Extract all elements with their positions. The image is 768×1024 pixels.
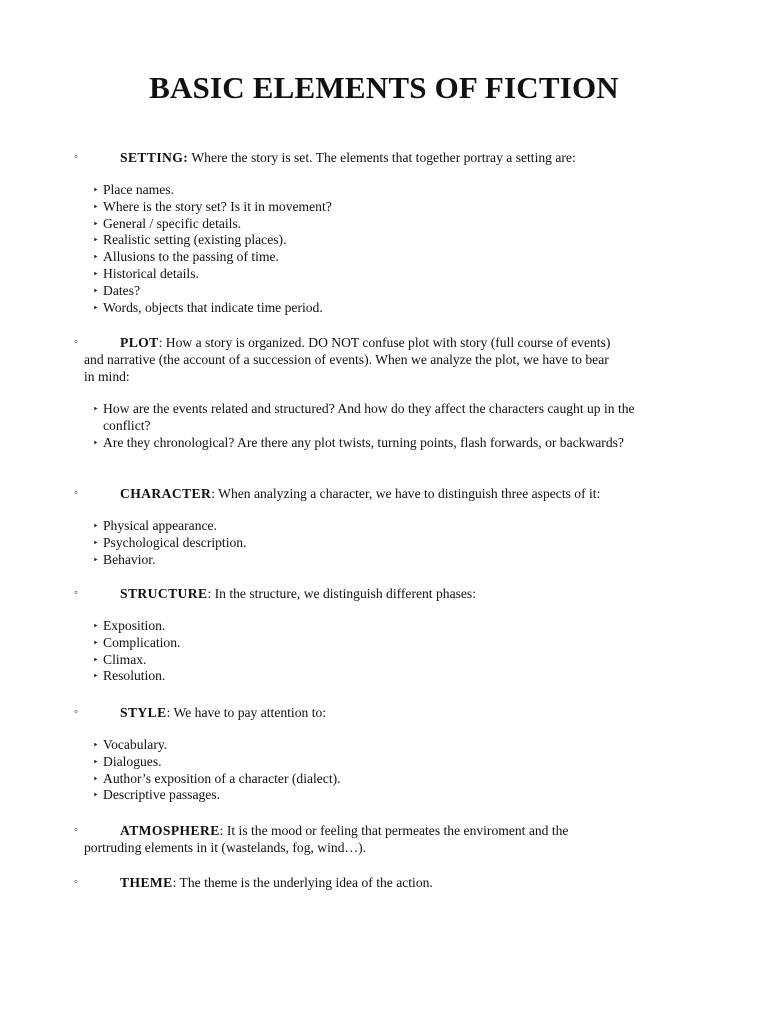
section-structure xyxy=(74,585,714,685)
triangle-bullet-icon: ‣ xyxy=(93,740,99,750)
triangle-bullet-icon: ‣ xyxy=(93,537,99,548)
item-list xyxy=(74,618,714,685)
triangle-bullet-icon: ‣ xyxy=(93,637,99,648)
section-character xyxy=(74,485,714,568)
triangle-bullet-icon: ‣ xyxy=(93,268,99,279)
section-label: STYLE xyxy=(120,705,167,720)
section-label: CHARACTER xyxy=(120,486,212,501)
triangle-bullet-icon: ‣ xyxy=(93,773,99,784)
list-item: ‣ Climax. xyxy=(93,651,147,667)
triangle-bullet-icon: ‣ xyxy=(93,302,99,313)
section-plot xyxy=(74,334,714,451)
triangle-bullet-icon: ‣ xyxy=(93,201,99,212)
section-heading xyxy=(74,585,714,602)
section-description: : In the structure, we distinguish different phases: xyxy=(207,586,476,601)
section-heading xyxy=(74,485,714,502)
list-item: ‣ Vocabulary. xyxy=(93,737,168,752)
hollow-bullet-icon: ◦ xyxy=(74,336,78,348)
section-heading xyxy=(74,874,714,891)
page-title: BASIC ELEMENTS OF FICTION xyxy=(149,70,619,105)
hollow-bullet-icon: ◦ xyxy=(74,824,78,836)
section-setting xyxy=(74,149,714,316)
section-heading xyxy=(74,822,714,856)
triangle-bullet-icon: ‣ xyxy=(93,218,99,229)
section-description: : It is the mood or feeling that permeates the enviroment and the xyxy=(219,823,569,838)
triangle-bullet-icon: ‣ xyxy=(93,621,99,631)
triangle-bullet-icon: ‣ xyxy=(93,235,99,246)
triangle-bullet-icon: ‣ xyxy=(93,404,99,414)
section-label: STRUCTURE xyxy=(120,586,208,601)
section-heading xyxy=(74,704,714,721)
triangle-bullet-icon: ‣ xyxy=(93,671,99,682)
list-item: ‣ Allusions to the passing of time. xyxy=(93,249,279,265)
triangle-bullet-icon: ‣ xyxy=(93,185,99,195)
triangle-bullet-icon: ‣ xyxy=(93,554,99,565)
section-description: : When analyzing a character, we have to distinguish three aspects of it: xyxy=(211,486,601,501)
list-item: ‣ Behavior. xyxy=(93,551,156,567)
triangle-bullet-icon: ‣ xyxy=(93,437,99,448)
list-item: ‣ How are the events related and structured? And how do they affect the characters caught up in the conflict? xyxy=(93,401,635,433)
section-label: PLOT xyxy=(120,335,159,350)
list-item: ‣ Author’s exposition of a character (dialect). xyxy=(93,770,341,786)
section-description: : We have to pay attention to: xyxy=(166,705,327,720)
hollow-bullet-icon: ◦ xyxy=(74,151,78,163)
section-description-continued: portruding elements in it (wastelands, fog, wind…). xyxy=(84,840,367,855)
hollow-bullet-icon: ◦ xyxy=(74,587,78,599)
section-theme xyxy=(74,874,714,891)
item-list xyxy=(74,518,714,568)
triangle-bullet-icon: ‣ xyxy=(93,285,99,296)
item-list xyxy=(74,401,714,451)
section-description: : The theme is the underlying idea of the action. xyxy=(172,875,433,890)
section-label: ATMOSPHERE xyxy=(120,823,220,838)
list-item: ‣ Exposition. xyxy=(93,618,166,633)
section-description-continued: in mind: xyxy=(84,369,130,384)
section-atmosphere xyxy=(74,822,714,856)
hollow-bullet-icon: ◦ xyxy=(74,876,78,888)
triangle-bullet-icon: ‣ xyxy=(93,252,99,263)
triangle-bullet-icon: ‣ xyxy=(93,790,99,801)
triangle-bullet-icon: ‣ xyxy=(93,521,99,531)
list-item: ‣ Descriptive passages. xyxy=(93,787,221,803)
list-item: ‣ Where is the story set? Is it in movement? xyxy=(93,198,332,214)
item-list xyxy=(74,737,714,804)
list-item: ‣ Dialogues. xyxy=(93,753,162,769)
list-item: ‣ Psychological description. xyxy=(93,534,247,550)
triangle-bullet-icon: ‣ xyxy=(93,756,99,767)
item-list xyxy=(74,182,714,316)
section-description-continued: and narrative (the account of a succession of events). When we analyze the plot, we have to bear xyxy=(84,352,609,367)
section-label: SETTING: xyxy=(120,150,189,165)
list-item: ‣ Physical appearance. xyxy=(93,518,217,533)
section-style xyxy=(74,704,714,804)
section-label: THEME xyxy=(120,875,173,890)
hollow-bullet-icon: ◦ xyxy=(74,487,78,499)
section-heading xyxy=(74,149,714,166)
list-item: ‣ Complication. xyxy=(93,634,181,650)
section-description: Where the story is set. The elements that together portray a setting are: xyxy=(188,150,576,165)
list-item: ‣ Dates? xyxy=(93,282,140,298)
list-item: ‣ Resolution. xyxy=(93,668,166,684)
list-item: ‣ Words, objects that indicate time period. xyxy=(93,299,323,315)
list-item: ‣ Are they chronological? Are there any plot twists, turning points, flash forwards, or backwards? xyxy=(93,434,624,450)
section-heading xyxy=(74,334,714,385)
list-item: ‣ General / specific details. xyxy=(93,215,242,231)
triangle-bullet-icon: ‣ xyxy=(93,654,99,665)
list-item: ‣ Realistic setting (existing places). xyxy=(93,232,287,248)
hollow-bullet-icon: ◦ xyxy=(74,706,78,718)
list-item: ‣ Place names. xyxy=(93,182,174,197)
section-description: : How a story is organized. DO NOT confuse plot with story (full course of events) xyxy=(158,335,611,350)
list-item: ‣ Historical details. xyxy=(93,265,199,281)
